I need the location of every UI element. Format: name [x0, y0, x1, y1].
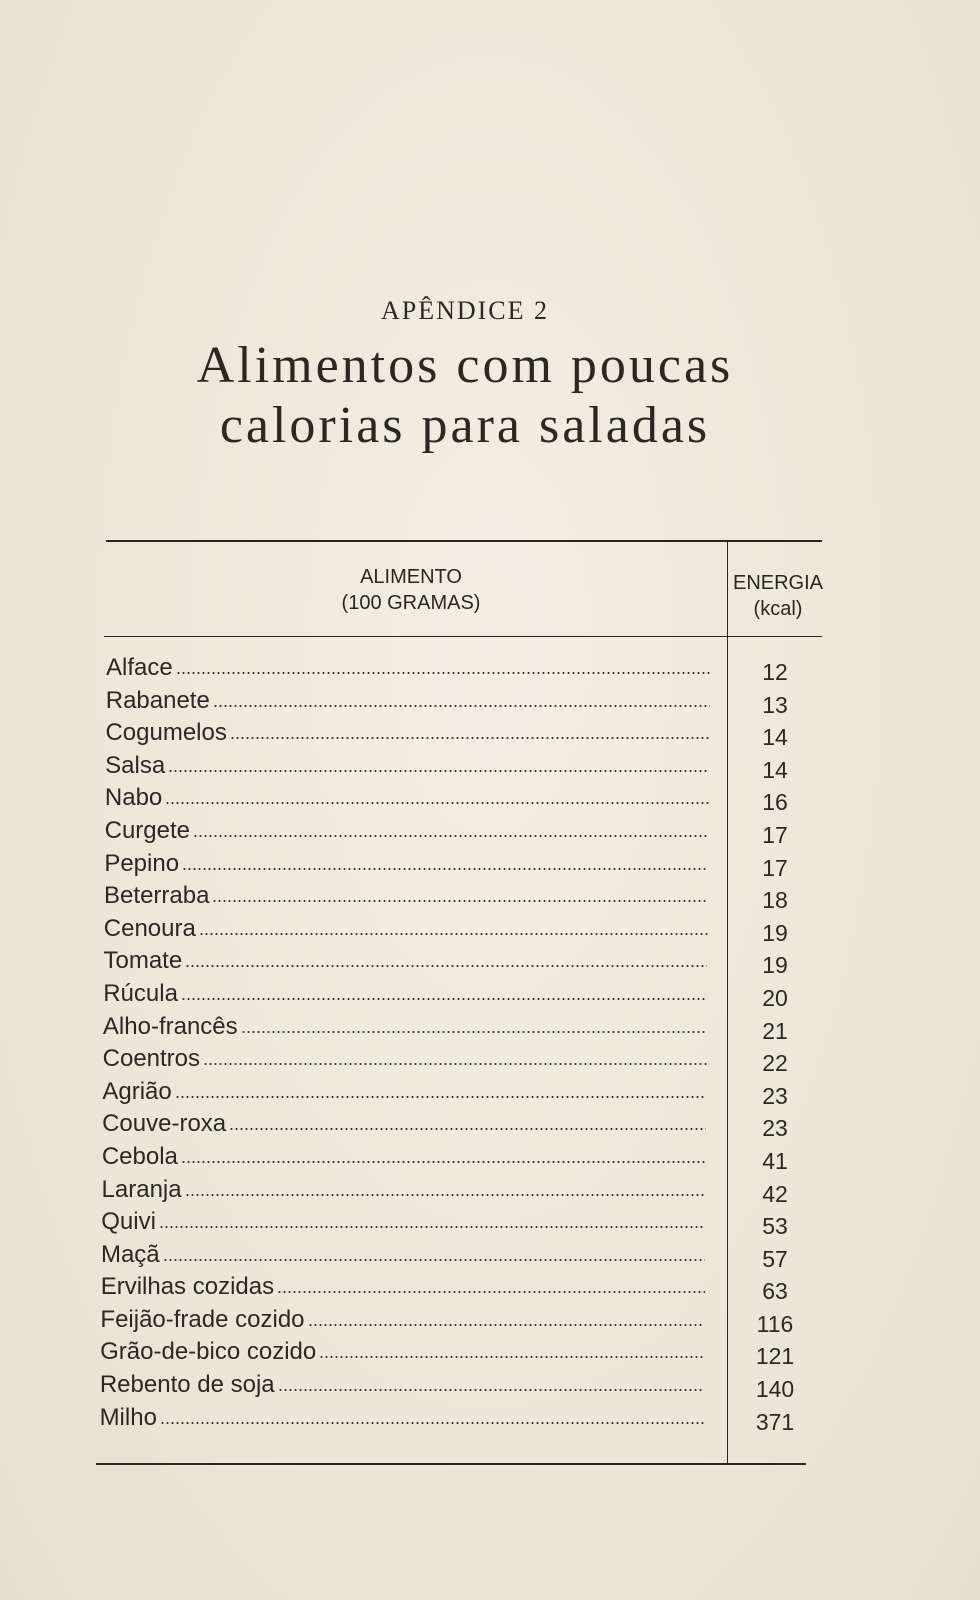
- table-row: [96, 913, 822, 946]
- dot-leader: [277, 1289, 705, 1295]
- kcal-value: 21: [762, 1017, 788, 1044]
- food-cell: [105, 815, 709, 845]
- dot-leader: [181, 1159, 706, 1165]
- food-name: Cebola: [101, 1142, 178, 1170]
- food-cell: [102, 1108, 706, 1138]
- food-name: Beterraba: [104, 882, 210, 910]
- food-name: Laranja: [101, 1175, 182, 1203]
- column-header-food-line2: (100 GRAMAS): [341, 592, 481, 614]
- food-cell: [100, 1336, 704, 1366]
- table-row: [96, 945, 822, 978]
- food-cell: [106, 652, 710, 682]
- food-cell: [105, 782, 709, 812]
- kcal-value: 140: [755, 1376, 795, 1403]
- food-cell: [105, 717, 709, 747]
- food-cell: [101, 1271, 705, 1301]
- food-name: Coentros: [102, 1045, 201, 1073]
- food-name: Cogumelos: [105, 719, 227, 747]
- dot-leader: [199, 931, 708, 937]
- dot-leader: [193, 833, 709, 839]
- kcal-value: 371: [755, 1408, 795, 1435]
- table-header-rule: [104, 636, 822, 637]
- dot-leader: [163, 1257, 705, 1263]
- table-row: [96, 652, 822, 685]
- food-cell: [102, 1141, 706, 1171]
- table-row: [96, 978, 822, 1011]
- food-cell: [102, 1174, 706, 1204]
- food-cell: [102, 1076, 706, 1106]
- food-name: Curgete: [104, 816, 190, 844]
- kcal-value: 23: [762, 1082, 788, 1109]
- kcal-value: 13: [762, 691, 788, 718]
- food-name: Grão-de-bico cozido: [100, 1338, 317, 1366]
- food-name: Tomate: [103, 947, 183, 975]
- food-name: Feijão-frade cozido: [100, 1305, 305, 1333]
- table-row: [96, 1011, 822, 1044]
- table-top-rule: [106, 540, 822, 542]
- kcal-value: 17: [762, 821, 788, 848]
- table-body: [96, 652, 822, 1434]
- table-row: [96, 880, 822, 913]
- table-row: [96, 1076, 822, 1109]
- kcal-value: 41: [762, 1147, 788, 1174]
- kcal-value: 18: [762, 887, 788, 914]
- column-header-energy-line2: (kcal): [753, 598, 803, 620]
- kcal-value: 23: [762, 1115, 788, 1142]
- food-name: Cenoura: [103, 914, 196, 942]
- kcal-value: 63: [762, 1278, 788, 1305]
- food-cell: [101, 1239, 705, 1269]
- title-line-2: calorias para saladas: [219, 397, 711, 454]
- food-cell: [103, 978, 707, 1008]
- dot-leader: [176, 670, 710, 676]
- food-cell: [103, 1043, 707, 1073]
- kcal-value: 53: [762, 1213, 788, 1240]
- table-row: [96, 815, 822, 848]
- table-row: [96, 1043, 822, 1076]
- dot-leader: [185, 1192, 706, 1198]
- table-row: [96, 782, 822, 815]
- kcal-value: 14: [762, 724, 788, 751]
- dot-leader: [241, 1029, 707, 1035]
- table-row: [96, 750, 822, 783]
- food-name: Salsa: [105, 751, 166, 779]
- table-row: [96, 1304, 822, 1337]
- dot-leader: [182, 866, 708, 872]
- table-row: [96, 1369, 822, 1402]
- food-name: Rabanete: [105, 686, 210, 714]
- food-cell: [100, 1402, 704, 1432]
- food-cell: [103, 1011, 707, 1041]
- dot-leader: [308, 1322, 705, 1328]
- dot-leader: [165, 800, 709, 806]
- dot-leader: [278, 1387, 704, 1393]
- column-header-energy-line1: ENERGIA: [732, 572, 824, 594]
- food-cell: [103, 945, 707, 975]
- table-row: [96, 1141, 822, 1174]
- table-row: [96, 1239, 822, 1272]
- kcal-value: 16: [762, 789, 788, 816]
- food-cell: [104, 848, 708, 878]
- dot-leader: [319, 1354, 704, 1360]
- food-cell: [104, 880, 708, 910]
- kcal-value: 17: [762, 854, 788, 881]
- dot-leader: [203, 1061, 707, 1067]
- kcal-value: 42: [762, 1180, 788, 1207]
- kcal-value: 116: [756, 1310, 794, 1337]
- food-name: Agrião: [102, 1077, 172, 1105]
- dot-leader: [175, 1094, 707, 1100]
- kcal-value: 22: [762, 1050, 788, 1077]
- food-name: Rúcula: [103, 979, 178, 1007]
- kcal-value: 19: [762, 919, 788, 946]
- kcal-value: 57: [762, 1245, 788, 1272]
- food-cell: [104, 913, 708, 943]
- food-cell: [100, 1304, 704, 1334]
- food-name: Alface: [106, 654, 173, 681]
- kcal-value: 19: [762, 952, 788, 979]
- food-name: Nabo: [104, 784, 163, 812]
- food-name: Ervilhas cozidas: [100, 1273, 275, 1301]
- table-row: [96, 717, 822, 750]
- page-title: [0, 336, 930, 456]
- food-name: Rebento de soja: [99, 1371, 275, 1399]
- title-line-1: Alimentos com poucas: [196, 337, 734, 394]
- column-header-energy: [730, 570, 826, 622]
- table-row: [96, 1174, 822, 1207]
- kcal-value: 121: [755, 1343, 795, 1370]
- food-cell: [100, 1369, 704, 1399]
- food-cell: [101, 1206, 705, 1236]
- dot-leader: [160, 1420, 704, 1426]
- column-header-food-line1: ALIMENTO: [360, 566, 462, 588]
- food-name: Alho-francês: [102, 1012, 238, 1040]
- food-name: Maçã: [100, 1240, 160, 1268]
- dot-leader: [230, 735, 710, 741]
- calorie-table: [96, 540, 822, 1465]
- food-name: Milho: [99, 1403, 157, 1431]
- appendix-label: APÊNDICE 2: [380, 296, 550, 325]
- dot-leader: [185, 963, 707, 969]
- food-name: Pepino: [104, 849, 180, 877]
- table-row: [96, 1336, 822, 1369]
- food-cell: [105, 750, 709, 780]
- table-row: [96, 1271, 822, 1304]
- kcal-value: 20: [762, 984, 788, 1011]
- kcal-value: 14: [762, 756, 788, 783]
- table-row: [96, 1402, 822, 1435]
- food-cell: [106, 685, 710, 715]
- dot-leader: [159, 1224, 705, 1230]
- dot-leader: [181, 996, 707, 1002]
- food-name: Quivi: [101, 1208, 156, 1236]
- kcal-value: 12: [762, 659, 788, 685]
- table-row: [96, 848, 822, 881]
- table-row: [96, 685, 822, 718]
- dot-leader: [168, 768, 709, 774]
- dot-leader: [213, 703, 710, 709]
- table-bottom-rule: [96, 1463, 806, 1465]
- food-name: Couve-roxa: [102, 1110, 227, 1138]
- table-row: [96, 1206, 822, 1239]
- dot-leader: [212, 898, 708, 904]
- dot-leader: [229, 1126, 706, 1132]
- column-header-food: [246, 564, 576, 616]
- table-row: [96, 1108, 822, 1141]
